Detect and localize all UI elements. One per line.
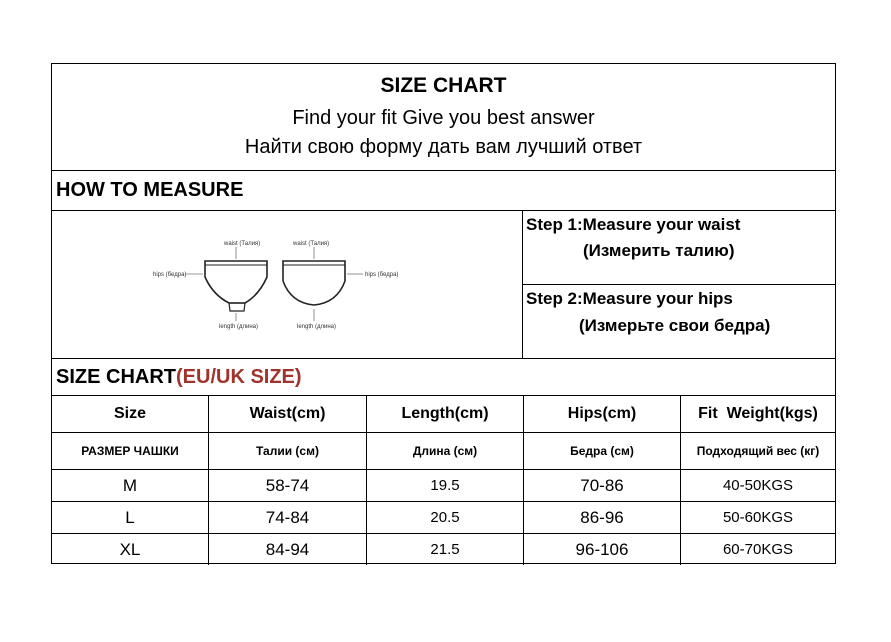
header-size: Size (113, 405, 146, 422)
figure-hips-label-back: hips (бедра) (365, 272, 399, 278)
underwear-measure-diagram (147, 233, 407, 333)
subtitle-english: Find your fit Give you best answer (292, 107, 595, 129)
header-size-russian: РАЗМЕР ЧАШКИ (81, 444, 179, 458)
header-waist-russian: Талии (см) (256, 444, 319, 458)
title-block (52, 64, 835, 170)
figure-hips-label-front: hips (бедра) (153, 272, 187, 278)
table-cell: 21.5 (430, 541, 460, 558)
figure-length-label-back: length (длина) (297, 324, 337, 330)
table-cell: L (125, 507, 135, 527)
table-cell: 50-60KGS (722, 509, 794, 526)
header-length: Length(cm) (401, 405, 489, 422)
size-table (52, 395, 835, 565)
header-length-russian: Длина (см) (412, 444, 478, 458)
figure-length-label-front: length (длина) (219, 324, 259, 330)
figure-waist-label-back: waist (Талия) (293, 241, 330, 247)
size-chart-heading-label: SIZE CHART (56, 366, 176, 388)
table-cell: 19.5 (430, 477, 460, 494)
table-cell: 40-50KGS (722, 477, 794, 494)
header-fit-weight-russian: Подходящий вес (кг) (696, 444, 820, 458)
how-to-measure-heading (52, 170, 835, 210)
header-hips: Hips(cm) (567, 405, 637, 422)
table-cell: 96-106 (575, 539, 629, 559)
subtitle-russian: Найти свою форму дать вам лучший ответ (244, 136, 643, 158)
how-to-measure-label: HOW TO MEASURE (56, 179, 244, 201)
header-fit-weight: Fit Weight(kgs) (698, 405, 818, 422)
size-chart (51, 63, 836, 564)
figure-waist-label-front: waist (Талия) (224, 241, 261, 247)
table-cell: XL (119, 539, 141, 559)
header-waist: Waist(cm) (249, 405, 326, 422)
step-1-russian: (Измерить талию) (583, 241, 735, 260)
step-1-label: Step 1:Measure your waist (526, 215, 741, 234)
size-chart-heading-region: (EU/UK SIZE) (176, 366, 302, 388)
table-cell: 86-96 (580, 507, 624, 527)
table-cell: 58-74 (265, 475, 310, 495)
step-2-russian: (Измерьте свои бедра) (579, 316, 771, 335)
header-hips-russian: Бедра (см) (570, 444, 634, 458)
step-2-label: Step 2:Measure your hips (526, 289, 733, 308)
measure-area (52, 210, 835, 358)
table-cell: 60-70KGS (722, 541, 794, 558)
table-cell: M (122, 475, 138, 495)
table-cell: 70-86 (580, 475, 624, 495)
table-cell: 74-84 (265, 507, 310, 527)
table-cell: 20.5 (430, 509, 460, 526)
table-cell: 84-94 (265, 539, 310, 559)
chart-title: SIZE CHART (380, 74, 507, 97)
size-chart-heading (52, 358, 835, 395)
